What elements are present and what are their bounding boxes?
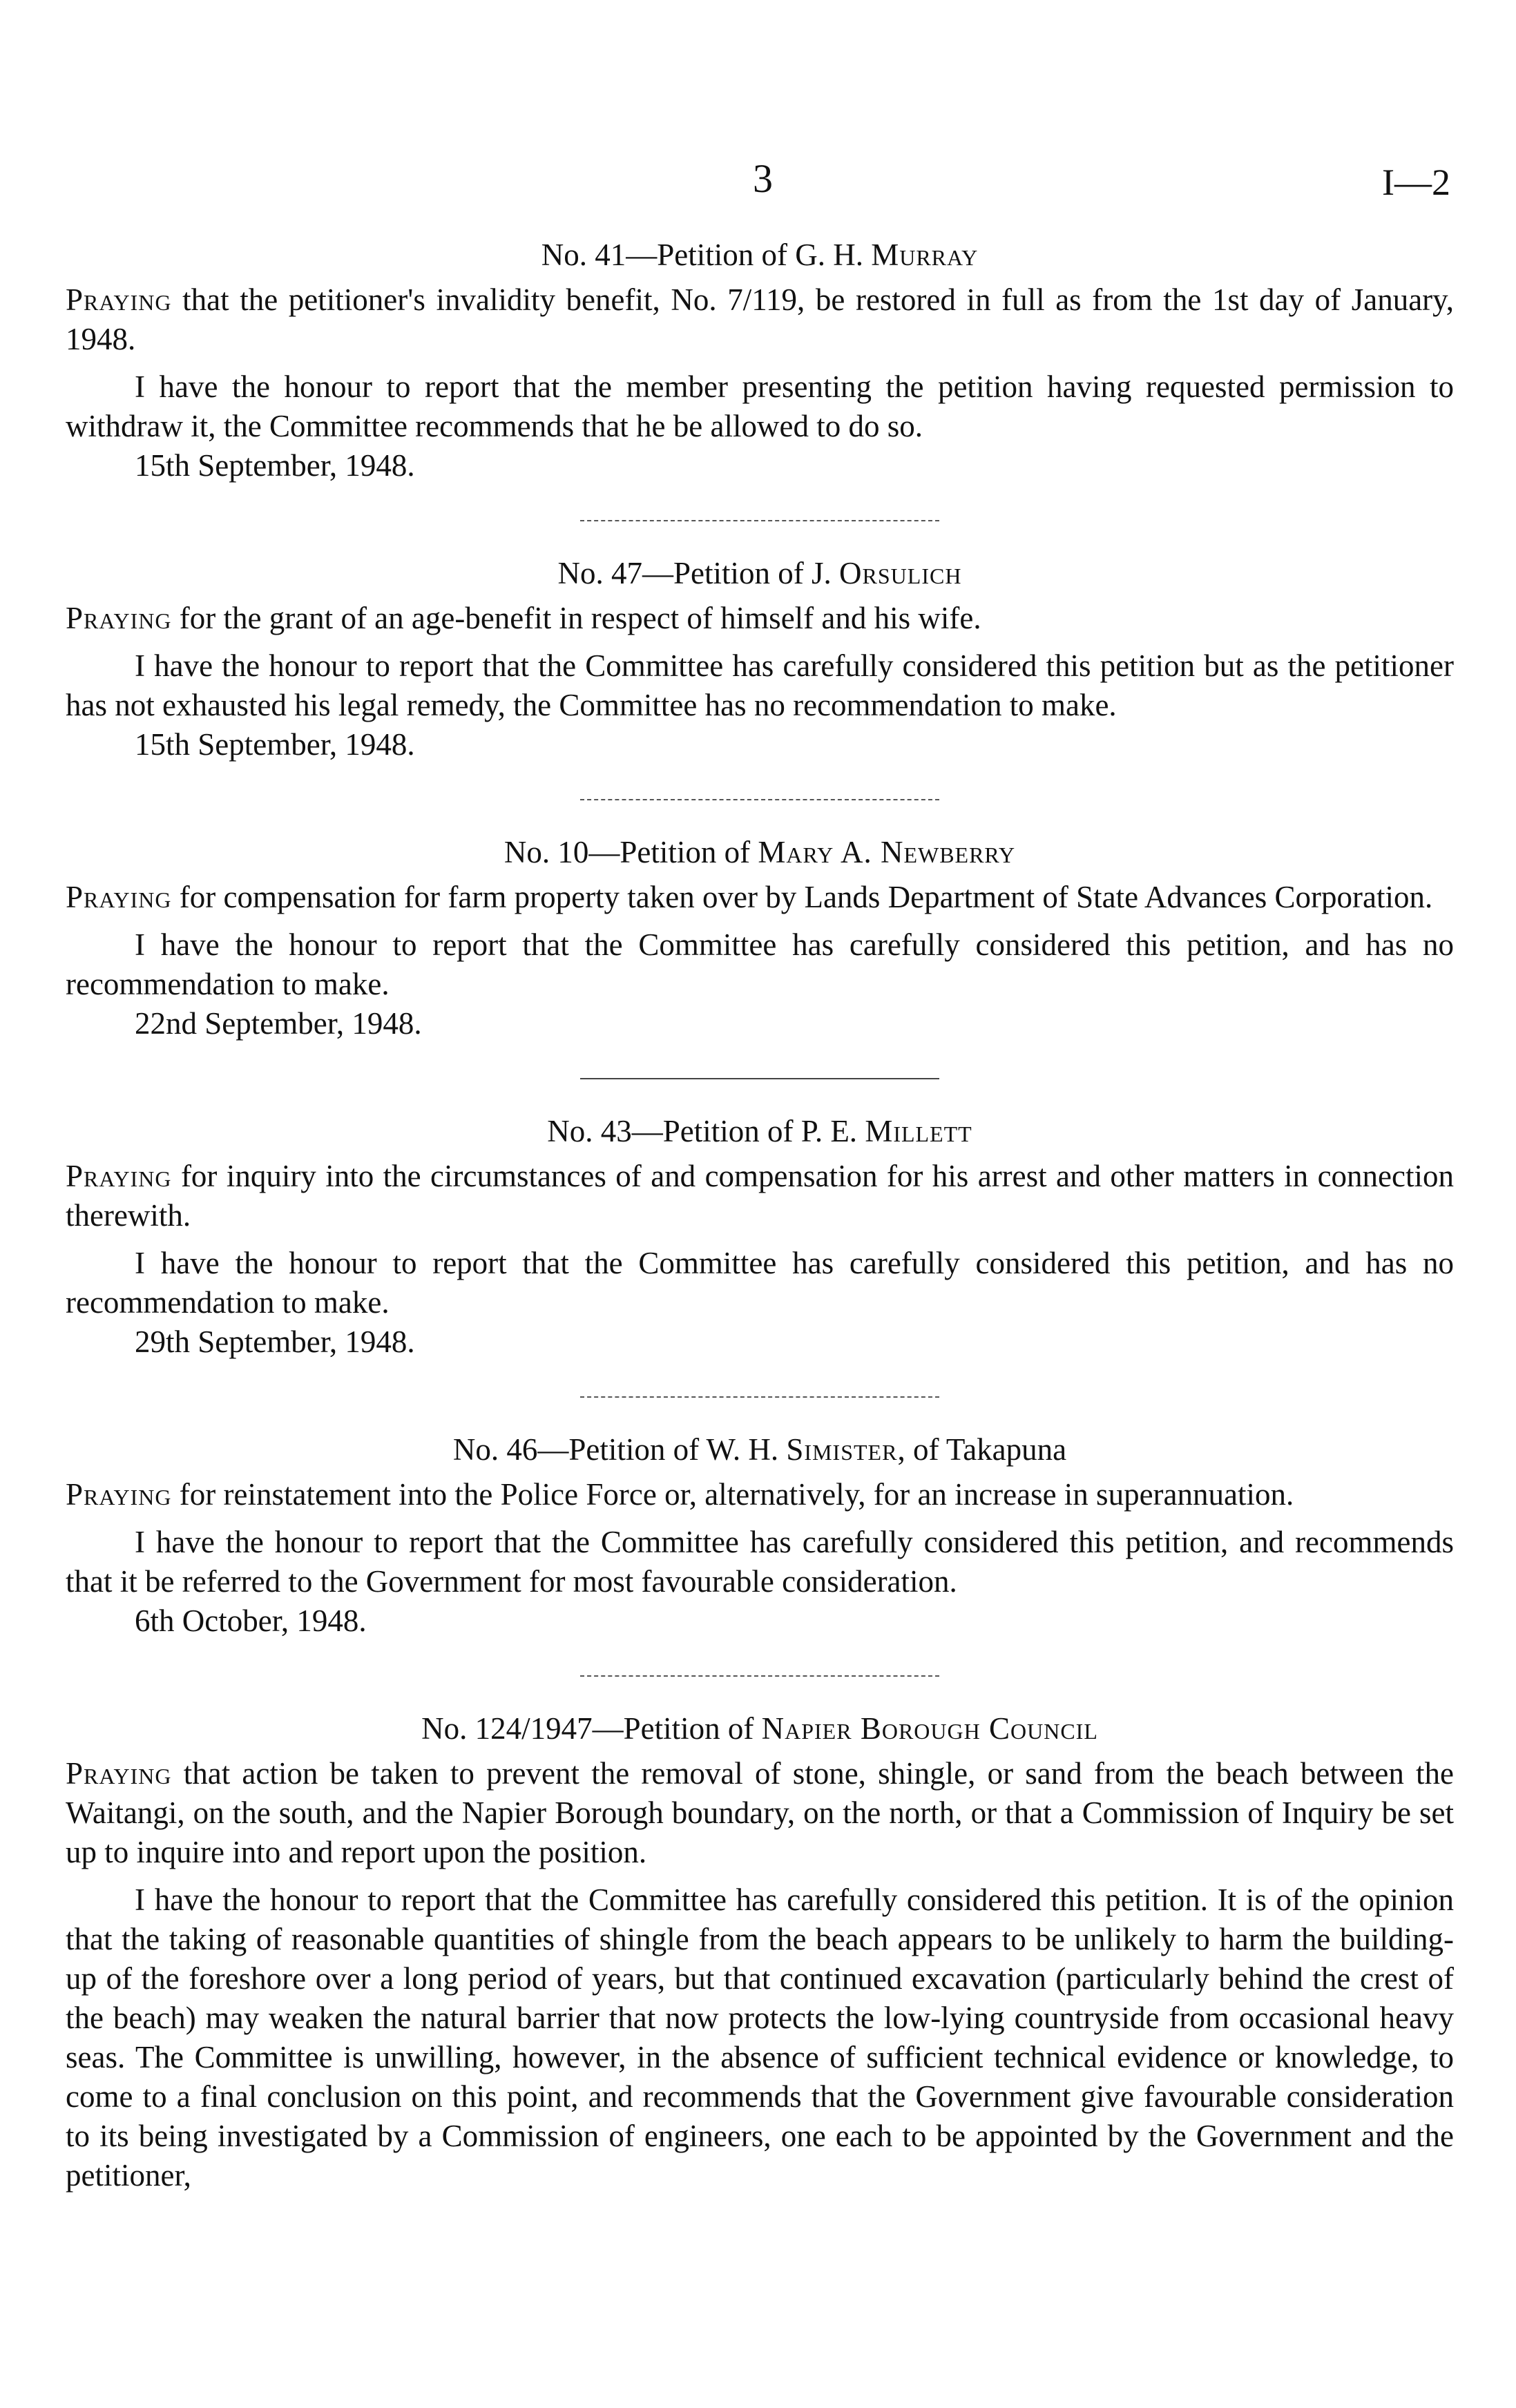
petition-section [66,235,1454,485]
page-number: 3 [753,156,773,201]
committee-report: I have the honour to report that the Committee has carefully considered this petition. It is of the opinion that the taking of reasonable quantities of shingle from the beach appears to be unlikely to harm the building-up of the foreshore over a long period of years, but that continued excavation (particularly behind the crest of the beach) may weaken the natural barrier that now protects the low-lying countryside from occasional heavy seas. The Committee is unwilling, however, in the absence of sufficient technical evidence or knowledge, to come to a final conclusion on this point, and recommends that the Government give favourable consideration to its being investigated by a Commission of engineers, one each to be appointed by the Government and the petitioner, [66,1882,1454,2193]
section-divider [580,1078,939,1079]
petition-section [66,1708,1454,2195]
petition-title: No. 43—Petition of P. E. Millett [547,1114,972,1148]
report-date: 15th September, 1948. [135,448,415,483]
petition-section [66,553,1454,764]
document-reference: I—2 [1382,162,1450,203]
committee-report: I have the honour to report that the member presenting the petition having requested permission to withdraw it, the Committee recommends that he be allowed to do so. [66,369,1454,443]
document-body [66,235,1454,2209]
petition-section [66,1429,1454,1641]
section-divider [580,799,939,800]
petition-title: No. 10—Petition of Mary A. Newberry [503,835,1016,869]
committee-report: I have the honour to report that the Committee has carefully considered this petition, and has no recommendation to make. [66,927,1454,1001]
report-date: 22nd September, 1948. [135,1006,422,1041]
petition-prayer: Praying for reinstatement into the Police Force or, alternatively, for an increase in superannuation. [66,1477,1294,1512]
petition-prayer: Praying for compensation for farm property taken over by Lands Department of State Advances Corporation. [66,880,1433,914]
section-divider [580,520,939,521]
report-date: 15th September, 1948. [135,727,415,762]
section-divider [580,1675,939,1677]
report-date: 6th October, 1948. [135,1603,367,1638]
petition-title: No. 46—Petition of W. H. Simister, of Takapuna [452,1432,1067,1467]
petition-prayer: Praying for inquiry into the circumstances of and compensation for his arrest and other matters in connection therewith. [66,1159,1454,1233]
petition-section [66,832,1454,1043]
committee-report: I have the honour to report that the Committee has carefully considered this petition but as the petitioner has not exhausted his legal remedy, the Committee has no recommendation to make. [66,648,1454,722]
committee-report: I have the honour to report that the Committee has carefully considered this petition, and recommends that it be referred to the Government for most favourable consideration. [66,1525,1454,1599]
committee-report: I have the honour to report that the Committee has carefully considered this petition, and has no recommendation to make. [66,1246,1454,1320]
section-divider [580,1396,939,1398]
petition-prayer: Praying for the grant of an age-benefit in respect of himself and his wife. [66,601,981,635]
petition-title: No. 41—Petition of G. H. Murray [541,238,979,272]
petition-title: No. 47—Petition of J. Orsulich [557,556,962,590]
petition-prayer: Praying that action be taken to prevent the removal of stone, shingle, or sand from the beach between the Waitangi, on the south, and the Napier Borough boundary, on the north, or that a Commission of Inquiry be set up to inquire into and report upon the position. [66,1756,1454,1869]
report-date: 29th September, 1948. [135,1325,415,1359]
petition-prayer: Praying that the petitioner's invalidity benefit, No. 7/119, be restored in full as from the 1st day of January, 1948. [66,282,1454,356]
page-header [0,155,1516,211]
petition-title: No. 124/1947—Petition of Napier Borough Council [421,1711,1098,1746]
petition-section [66,1111,1454,1362]
